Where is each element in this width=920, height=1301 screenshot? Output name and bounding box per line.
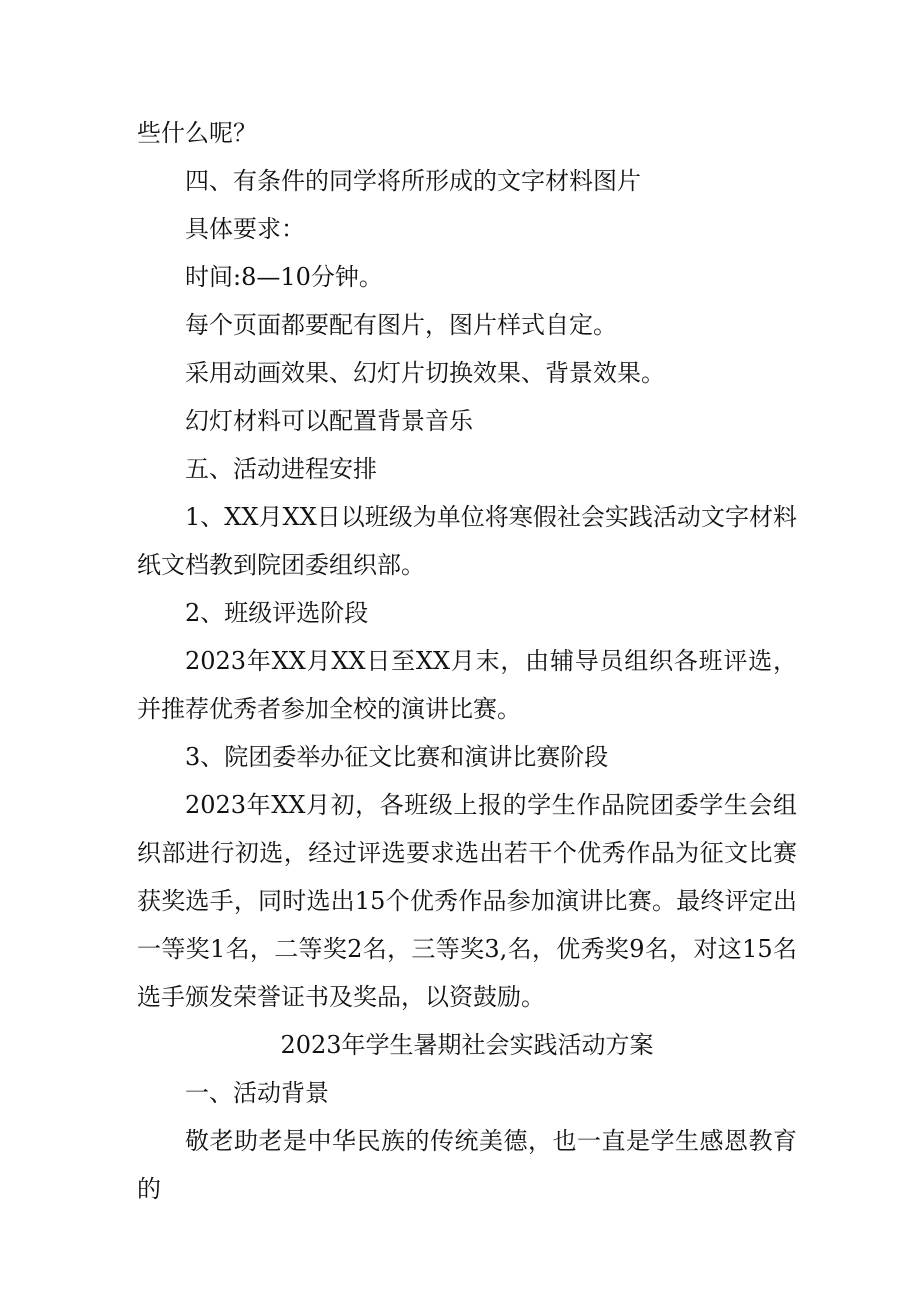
document-title: 2023年学生暑期社会实践活动方案 <box>280 1031 654 1059</box>
schedule-step-two: 2、班级评选阶段 <box>185 599 369 627</box>
requirement-music: 幻灯材料可以配置背景音乐 <box>185 407 473 435</box>
section-heading-five: 五、活动进程安排 <box>185 455 377 483</box>
section-heading-one: 一、活动背景 <box>185 1079 329 1107</box>
section-heading-four: 四、有条件的同学将所形成的文字材料图片 <box>185 167 641 195</box>
requirements-heading: 具体要求： <box>185 215 305 243</box>
paragraph-continuation: 些什么呢？ <box>137 119 257 147</box>
background-paragraph: 敬老助老是中华民族的传统美德，也一直是学生感恩教育的 <box>137 1127 797 1203</box>
requirement-images: 每个页面都要配有图片，图片样式自定。 <box>185 311 617 339</box>
requirement-effects: 采用动画效果、幻灯片切换效果、背景效果。 <box>185 359 665 387</box>
schedule-step-one: 1、XX月XX日以班级为单位将寒假社会实践活动文字材料纸文档教到院团委组织部。 <box>137 503 797 579</box>
schedule-step-two-detail: 2023年XX月XX日至XX月末，由辅导员组织各班评选，并推荐优秀者参加全校的演讲比赛。 <box>137 647 797 723</box>
document-body <box>137 109 797 1213</box>
requirement-time: 时间:8—10分钟。 <box>185 263 383 291</box>
schedule-step-three: 3、院团委举办征文比赛和演讲比赛阶段 <box>185 743 609 771</box>
schedule-step-three-detail: 2023年XX月初，各班级上报的学生作品院团委学生会组织部进行初选，经过评选要求选出若干个优秀作品为征文比赛获奖选手，同时选出15个优秀作品参加演讲比赛。最终评定出一等奖1名，二等奖2名，三等奖3,名，优秀奖9名，对这15名选手颁发荣誉证书及奖品，以资鼓励。 <box>137 791 797 1011</box>
